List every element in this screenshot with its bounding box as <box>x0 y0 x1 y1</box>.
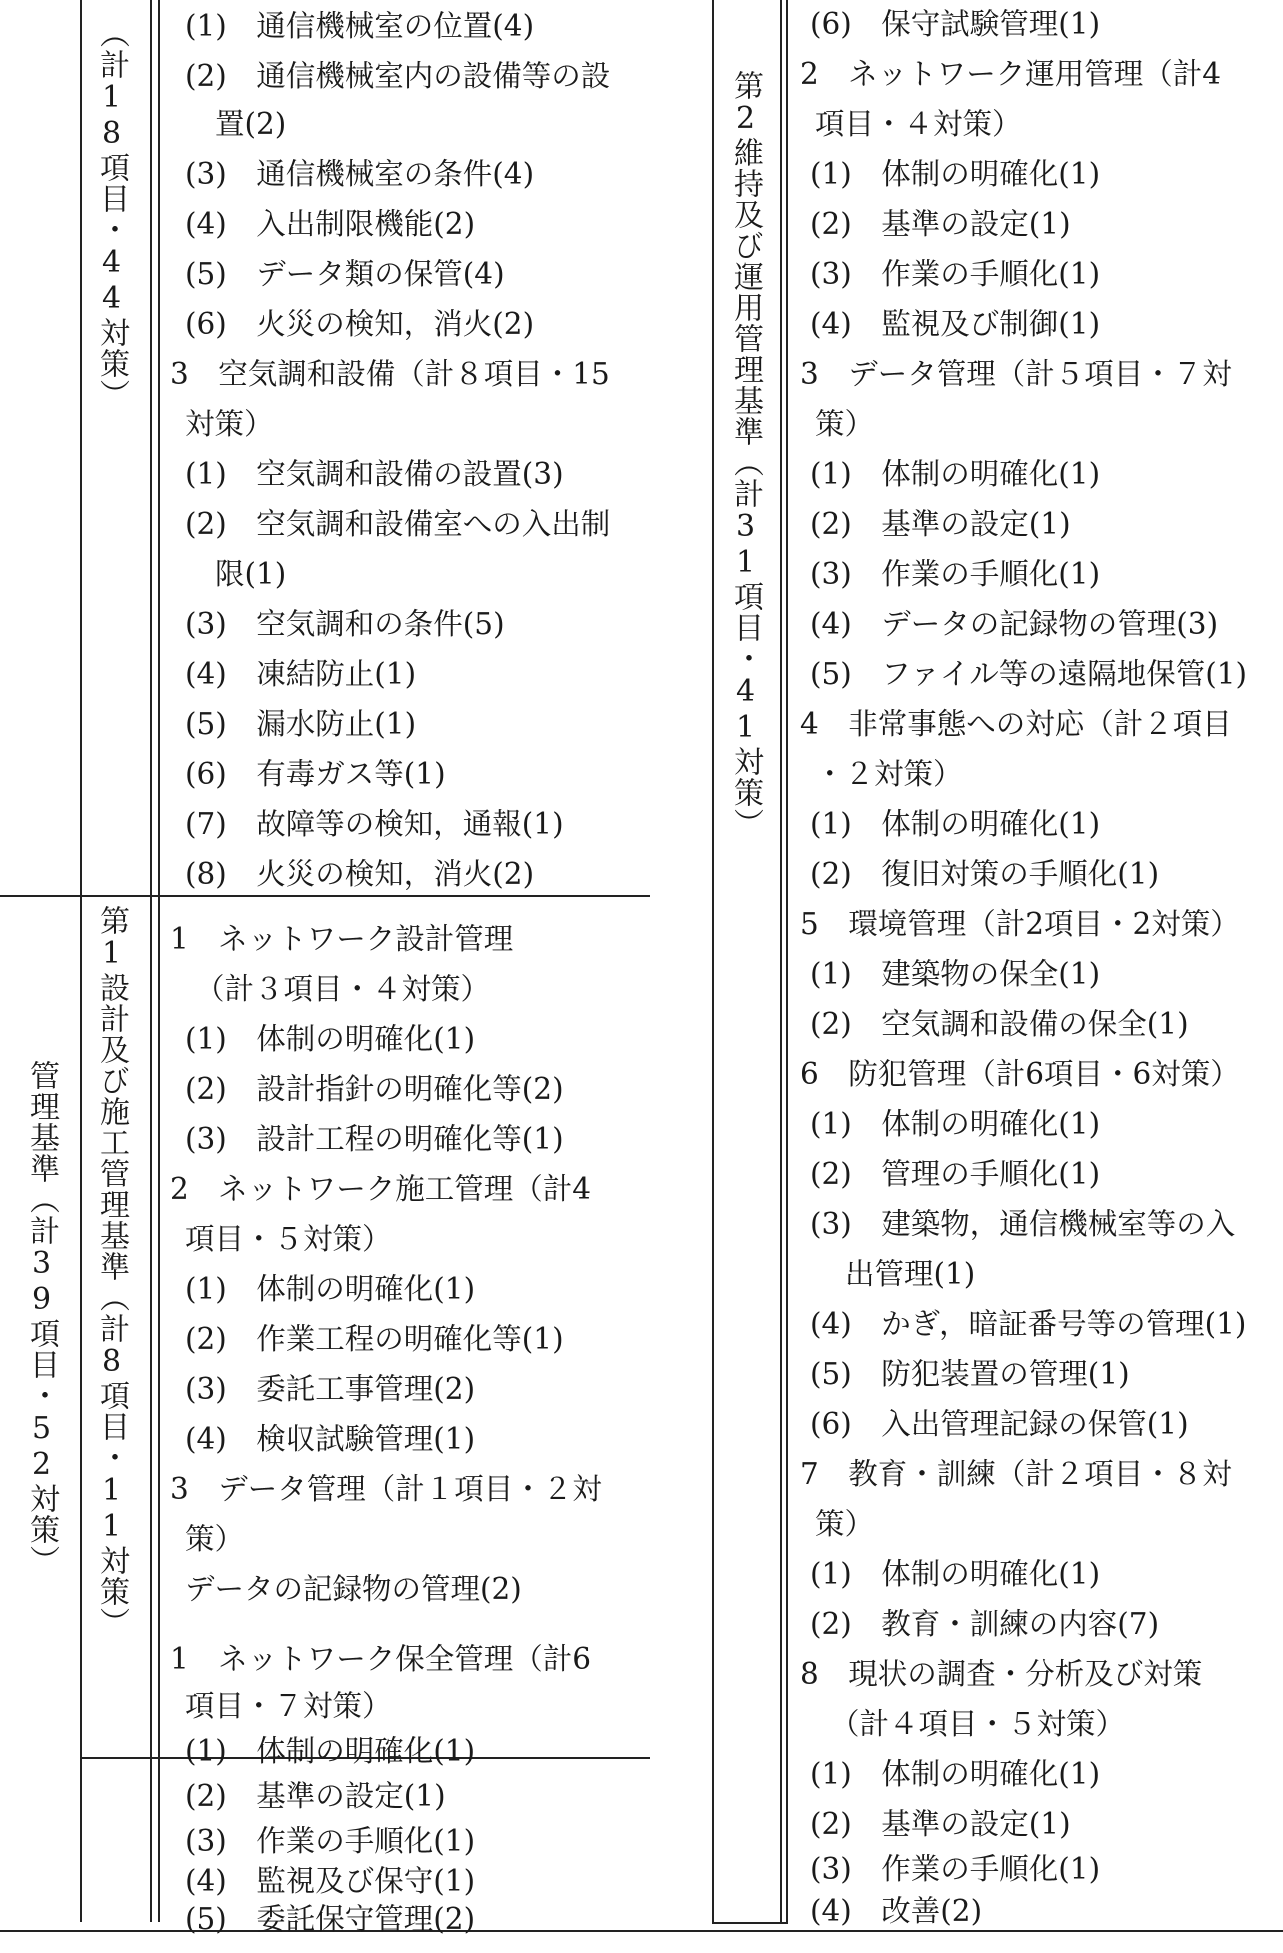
list-item: (1) 体制の明確化(1) <box>810 1557 1101 1591</box>
list-item: (4) 監視及び制御(1) <box>810 307 1101 341</box>
list-item: 策） <box>815 407 875 441</box>
list-item: (1) 建築物の保全(1) <box>810 957 1101 991</box>
rule-h-right-bottom <box>712 1922 788 1924</box>
list-item: 策） <box>185 1522 245 1556</box>
list-item: (3) 作業の手順化(1) <box>810 257 1101 291</box>
list-item: (2) 設計指針の明確化等(2) <box>185 1072 564 1106</box>
list-item: (4) 検収試験管理(1) <box>185 1422 476 1456</box>
list-item: (4) 監視及び保守(1) <box>185 1864 476 1898</box>
list-item: (5) 委託保守管理(2) <box>185 1902 476 1936</box>
list-item: (4) かぎ，暗証番号等の管理(1) <box>810 1307 1247 1341</box>
list-item: (6) 火災の検知，消火(2) <box>185 307 535 341</box>
list-item: (1) 体制の明確化(1) <box>185 1734 476 1768</box>
list-item: 8 現状の調査・分析及び対策 <box>800 1657 1203 1691</box>
list-item: （計３項目・４対策） <box>195 972 491 1006</box>
label-kanri-kijun: 管理基準（計39項目・52対策） <box>24 1060 59 1576</box>
list-item: (4) データの記録物の管理(3) <box>810 607 1219 641</box>
rule-v-right-text <box>786 0 788 1922</box>
list-item: 3 データ管理（計１項目・２対 <box>170 1472 602 1506</box>
list-item: 2 ネットワーク施工管理（計4 <box>170 1172 592 1206</box>
list-item: (1) 体制の明確化(1) <box>810 457 1101 491</box>
list-item: (4) 入出制限機能(2) <box>185 207 476 241</box>
rule-h-kanri-top <box>0 895 82 897</box>
list-item: (1) 体制の明確化(1) <box>810 1107 1101 1141</box>
list-item: (2) 基準の設定(1) <box>810 1807 1071 1841</box>
list-item: (1) 体制の明確化(1) <box>185 1272 476 1306</box>
list-item: (3) 空気調和の条件(5) <box>185 607 505 641</box>
list-item: (3) 作業の手順化(1) <box>810 557 1101 591</box>
list-item: 3 データ管理（計５項目・７対 <box>800 357 1232 391</box>
list-item: (4) 改善(2) <box>810 1894 983 1928</box>
list-item: (3) 作業の手順化(1) <box>810 1852 1101 1886</box>
list-item: (1) 体制の明確化(1) <box>810 807 1101 841</box>
list-item: （計４項目・５対策） <box>830 1707 1126 1741</box>
list-item: データの記録物の管理(2) <box>185 1572 522 1606</box>
list-item: 対策） <box>185 407 274 441</box>
rule-v-right-label <box>780 0 782 1922</box>
list-item: (2) 復旧対策の手順化(1) <box>810 857 1160 891</box>
list-item: (1) 体制の明確化(1) <box>185 1022 476 1056</box>
list-item: (6) 有毒ガス等(1) <box>185 757 446 791</box>
list-item: (2) 通信機械室内の設備等の設 <box>185 59 611 93</box>
list-item: 6 防犯管理（計6項目・6対策） <box>800 1057 1240 1091</box>
list-item: (1) 体制の明確化(1) <box>810 157 1101 191</box>
list-item: 項目・４対策） <box>815 107 1022 141</box>
list-item: (3) 委託工事管理(2) <box>185 1372 476 1406</box>
list-item: (2) 基準の設定(1) <box>185 1779 446 1813</box>
list-item: (8) 火災の検知，消火(2) <box>185 857 535 891</box>
list-item: (3) 作業の手順化(1) <box>185 1824 476 1858</box>
list-item: 1 ネットワーク設計管理 <box>170 922 514 956</box>
rule-h-sekkei-top <box>80 895 650 897</box>
list-item: (6) 入出管理記録の保管(1) <box>810 1407 1189 1441</box>
list-item: 出管理(1) <box>845 1257 976 1291</box>
list-item: 7 教育・訓練（計２項目・８対 <box>800 1457 1232 1491</box>
list-item: 策） <box>815 1507 875 1541</box>
label-sekkei-sekou: 第1設計及び施工管理基準（計8項目・11対策） <box>94 905 129 1638</box>
label-iji-unyou: 第2維持及び運用管理基準（計31項目・41対策） <box>728 70 763 839</box>
list-item: (4) 凍結防止(1) <box>185 657 417 691</box>
rule-v-mid <box>712 0 714 1922</box>
list-item: (3) 設計工程の明確化等(1) <box>185 1122 564 1156</box>
list-item: 3 空気調和設備（計８項目・15 <box>170 357 610 391</box>
list-item: (6) 保守試験管理(1) <box>810 7 1101 41</box>
list-item: (1) 空気調和設備の設置(3) <box>185 457 564 491</box>
list-item: (3) 通信機械室の条件(4) <box>185 157 535 191</box>
list-item: 4 非常事態への対応（計２項目 <box>800 707 1232 741</box>
list-item: (2) 作業工程の明確化等(1) <box>185 1322 564 1356</box>
list-item: (1) 体制の明確化(1) <box>810 1757 1101 1791</box>
list-item: (2) 基準の設定(1) <box>810 207 1071 241</box>
list-item: 項目・５対策） <box>185 1222 392 1256</box>
list-item: 置(2) <box>215 107 287 141</box>
list-item: 項目・７対策） <box>185 1689 392 1723</box>
list-item: (2) 空気調和設備の保全(1) <box>810 1007 1189 1041</box>
list-item: (2) 教育・訓練の内容(7) <box>810 1607 1160 1641</box>
list-item: (7) 故障等の検知，通報(1) <box>185 807 564 841</box>
list-item: (2) 管理の手順化(1) <box>810 1157 1101 1191</box>
list-item: 2 ネットワーク運用管理（計4 <box>800 57 1222 91</box>
list-item: (3) 建築物，通信機械室等の入 <box>810 1207 1236 1241</box>
list-item: ・２対策） <box>815 757 963 791</box>
list-item: (5) ファイル等の遠隔地保管(1) <box>810 657 1247 691</box>
list-item: 5 環境管理（計2項目・2対策） <box>800 907 1240 941</box>
list-item: (2) 空気調和設備室への入出制 <box>185 507 611 541</box>
list-item: (5) 防犯装置の管理(1) <box>810 1357 1130 1391</box>
list-item: (1) 通信機械室の位置(4) <box>185 9 535 43</box>
list-item: (2) 基準の設定(1) <box>810 507 1071 541</box>
list-item: 1 ネットワーク保全管理（計6 <box>170 1642 592 1676</box>
list-item: 限(1) <box>215 557 287 591</box>
list-item: (5) 漏水防止(1) <box>185 707 417 741</box>
label-group-top: （計18項目・44対策） <box>94 18 129 410</box>
col1-top-list <box>0 0 712 895</box>
list-item: (5) データ類の保管(4) <box>185 257 505 291</box>
